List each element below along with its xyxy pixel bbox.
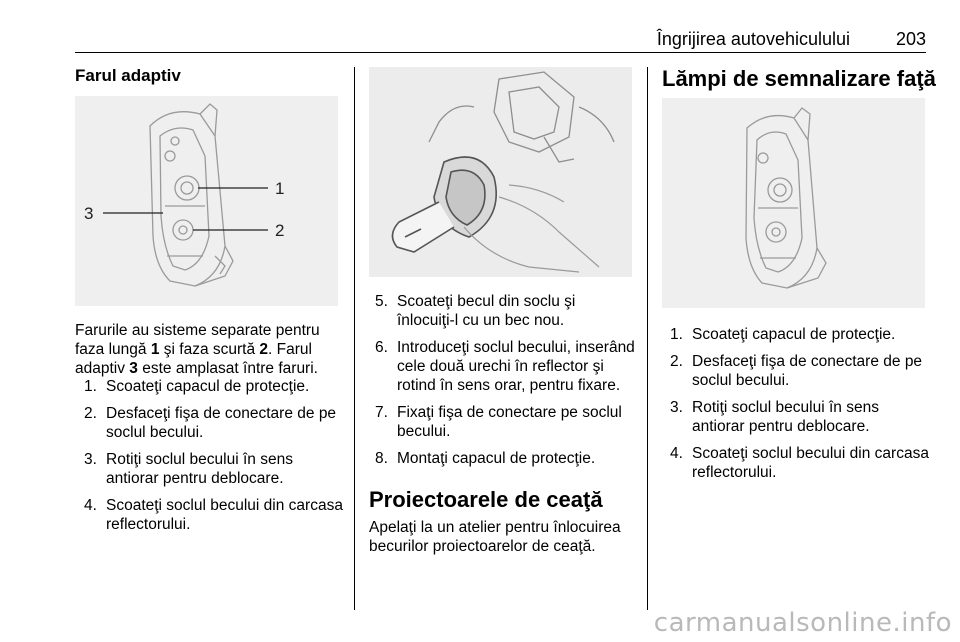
headlight-illustration (75, 96, 338, 306)
intro-text: Farurile au sisteme separate pentru faza lungă (75, 322, 320, 358)
step-item (670, 444, 932, 482)
step-item (670, 325, 932, 344)
page-header (75, 22, 926, 53)
step-item (84, 377, 346, 396)
front-indicator-illustration (662, 98, 925, 308)
step-text: Fixaţi fişa de conectare pe soclul becului. (397, 404, 622, 440)
step-text: Montaţi capacul de protecţie. (397, 450, 596, 467)
step-number: 5. (375, 293, 388, 310)
step-text: Desfaceţi fişa de conectare de pe soclul becului. (106, 405, 337, 441)
bulb-steps-list (375, 292, 637, 476)
step-text: Scoateţi capacul de protecţie. (692, 326, 896, 343)
figure-label-3: 3 (84, 204, 94, 223)
ref-3: 3 (129, 360, 138, 377)
step-text: Rotiţi soclul becului în sens antiorar pentru deblocare. (106, 451, 293, 487)
step-item (375, 403, 637, 441)
step-number: 8. (375, 450, 388, 467)
ref-2: 2 (259, 341, 269, 358)
column-divider (647, 67, 648, 610)
intro-text: şi faza scurtă (159, 341, 260, 358)
step-number: 1. (84, 378, 97, 395)
step-number: 7. (375, 404, 388, 421)
step-text: Scoateţi capacul de protecţie. (106, 378, 310, 395)
bulb-replacement-illustration (369, 67, 632, 277)
step-item (84, 404, 346, 442)
watermark: carmanualsonline.info (653, 608, 952, 638)
step-item (84, 450, 346, 488)
step-item (375, 338, 637, 395)
step-item (375, 292, 637, 330)
step-text: Scoateţi becul din soclu şi înlocuiţi-l cu un bec nou. (397, 293, 576, 329)
fog-lights-paragraph: Apelaţi la un atelier pentru înlocuirea becurilor proiectoarelor de ceaţă. (369, 519, 621, 555)
adaptive-steps-list (84, 377, 346, 542)
step-text: Desfaceţi fişa de conectare de pe soclul becului. (692, 353, 923, 389)
section-heading-adaptive-headlight: Farul adaptiv (75, 66, 181, 85)
intro-text: . Farul adaptiv (75, 341, 312, 377)
column-divider (354, 67, 355, 610)
step-text: Rotiţi soclul becului în sens antiorar pentru deblocare. (692, 399, 879, 435)
step-text: Scoateţi soclul becului din carcasa reflectorului. (106, 497, 343, 533)
section-heading-fog-lights: Proiectoarele de ceaţă (369, 487, 603, 512)
intro-text: este amplasat între faruri. (137, 360, 318, 377)
step-item (375, 449, 637, 468)
step-item (670, 398, 932, 436)
step-number: 3. (670, 399, 683, 416)
figure-label-2: 2 (275, 221, 285, 240)
step-number: 3. (84, 451, 97, 468)
step-number: 6. (375, 339, 388, 356)
step-number: 4. (84, 497, 97, 514)
ref-1: 1 (150, 341, 160, 358)
indicator-steps-list (670, 325, 932, 490)
step-number: 1. (670, 326, 683, 343)
page-number: 203 (895, 29, 926, 49)
step-number: 2. (84, 405, 97, 422)
step-number: 4. (670, 445, 683, 462)
step-item (670, 352, 932, 390)
section-heading-front-indicators: Lămpi de semnalizare faţă (662, 66, 936, 91)
step-number: 2. (670, 353, 683, 370)
intro-paragraph (75, 321, 347, 378)
figure-label-1: 1 (275, 179, 285, 198)
step-item (84, 496, 346, 534)
page-title: Îngrijirea autovehiculului (656, 29, 850, 49)
step-text: Scoateţi soclul becului din carcasa reflectorului. (692, 445, 929, 481)
step-text: Introduceţi soclul becului, inserând cele două urechi în reflector şi rotind în sens orar, pentru fixare. (397, 339, 635, 394)
